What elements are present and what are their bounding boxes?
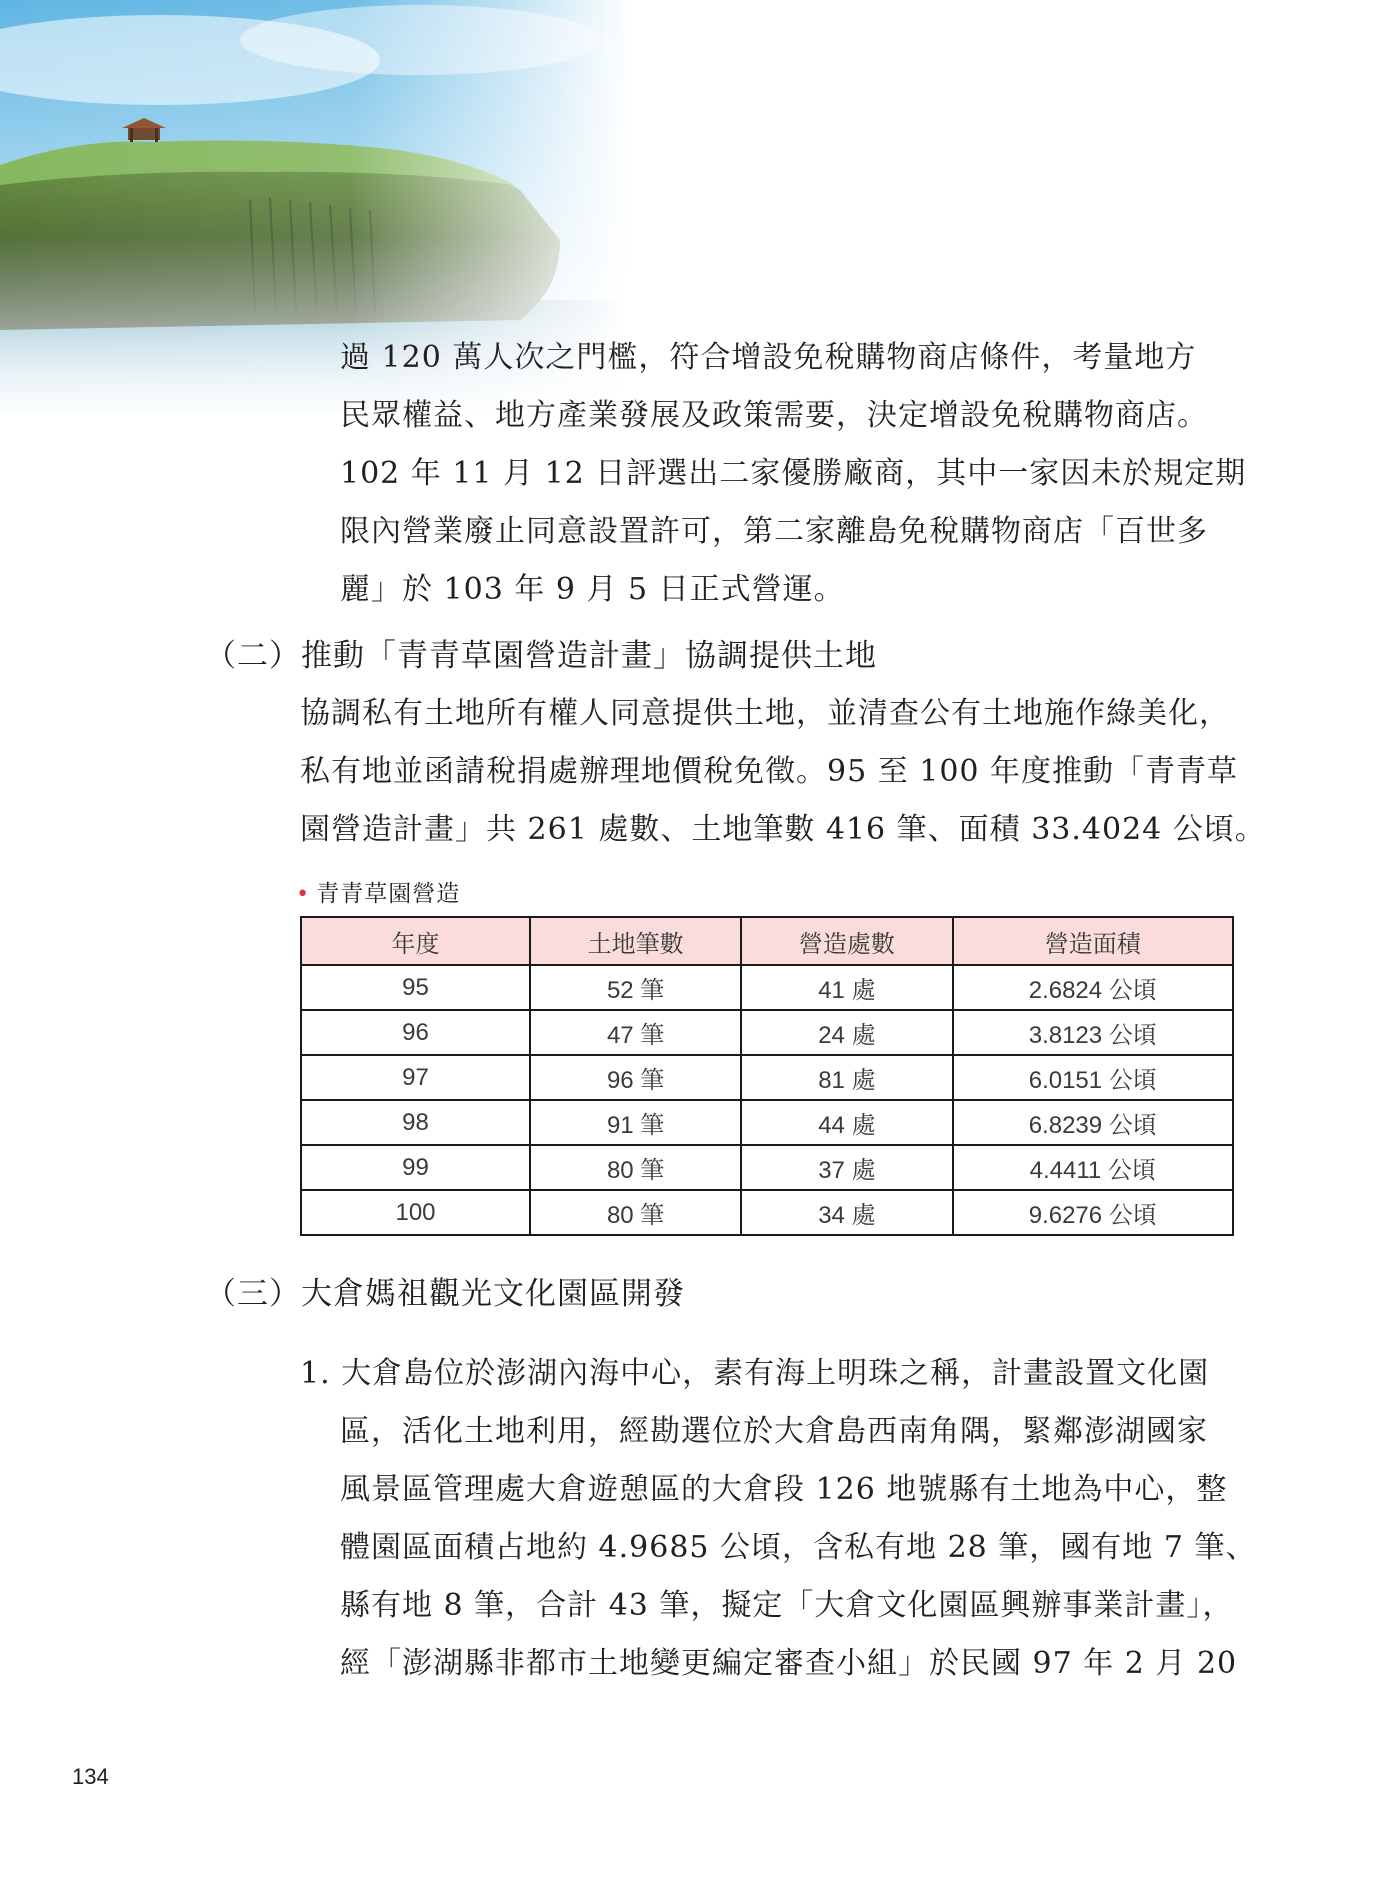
table-cell: 91 筆 <box>530 1100 741 1145</box>
paragraph-line: 經「澎湖縣非都市土地變更編定審查小組」於民國 97 年 2 月 20 <box>340 1646 1238 1681</box>
paragraph-line: 過 120 萬人次之門檻，符合增設免稅購物商店條件，考量地方 <box>340 340 1197 375</box>
caption-text: 青青草園營造 <box>316 881 461 907</box>
table-cell: 96 <box>301 1010 530 1055</box>
paragraph-line: 縣有地 8 筆，合計 43 筆，擬定「大倉文化園區興辦事業計畫」， <box>340 1588 1234 1623</box>
paragraph-line: 1. 大倉島位於澎湖內海中心，素有海上明珠之稱，計畫設置文化園 <box>300 1356 1210 1391</box>
table-cell: 97 <box>301 1055 530 1100</box>
section-heading-3: （三）大倉媽祖觀光文化園區開發 <box>205 1276 685 1312</box>
table-cell: 34 處 <box>741 1190 952 1235</box>
paragraph-line: 私有地並函請稅捐處辦理地價稅免徵。95 至 100 年度推動「青青草 <box>300 754 1239 789</box>
caption-bullet-icon: • <box>296 882 311 907</box>
paragraph-line: 體園區面積占地約 4.9685 公頃，含私有地 28 筆，國有地 7 筆、 <box>340 1530 1257 1565</box>
table-row <box>301 1145 1233 1190</box>
table-cell: 99 <box>301 1145 530 1190</box>
table-cell: 80 筆 <box>530 1190 741 1235</box>
paragraph-line: 限內營業廢止同意設置許可，第二家離島免稅購物商店「百世多 <box>340 514 1208 549</box>
table-header-row <box>301 917 1233 965</box>
table-cell: 47 筆 <box>530 1010 741 1055</box>
table-row <box>301 1100 1233 1145</box>
table-cell: 41 處 <box>741 965 952 1010</box>
table-row <box>301 1055 1233 1100</box>
table-cell: 2.6824 公頃 <box>953 965 1233 1010</box>
table-cell: 24 處 <box>741 1010 952 1055</box>
paragraph-line: 協調私有土地所有權人同意提供土地，並清查公有土地施作綠美化， <box>300 696 1230 731</box>
table-row <box>301 1010 1233 1055</box>
column-header: 土地筆數 <box>530 917 741 965</box>
paragraph-line: 麗」於 103 年 9 月 5 日正式營運。 <box>340 572 845 607</box>
table-cell: 98 <box>301 1100 530 1145</box>
table-cell: 96 筆 <box>530 1055 741 1100</box>
paragraph-line: 民眾權益、地方產業發展及政策需要，決定增設免稅購物商店。 <box>340 398 1208 433</box>
table-cell: 4.4411 公頃 <box>953 1145 1233 1190</box>
table-cell: 81 處 <box>741 1055 952 1100</box>
column-header: 營造面積 <box>953 917 1233 965</box>
table-cell: 44 處 <box>741 1100 952 1145</box>
table-cell: 6.8239 公頃 <box>953 1100 1233 1145</box>
table-caption <box>296 880 460 909</box>
paragraph-line: 區，活化土地利用，經勘選位於大倉島西南角隅，緊鄰澎湖國家 <box>340 1414 1208 1449</box>
table-row <box>301 965 1233 1010</box>
table-cell: 80 筆 <box>530 1145 741 1190</box>
table-row <box>301 1190 1233 1235</box>
paragraph-line: 102 年 11 月 12 日評選出二家優勝廠商，其中一家因未於規定期 <box>340 456 1247 491</box>
grassland-table <box>300 916 1234 1236</box>
column-header: 年度 <box>301 917 530 965</box>
paragraph-line: 園營造計畫」共 261 處數、土地筆數 416 筆、面積 33.4024 公頃。 <box>300 812 1266 847</box>
table-cell: 95 <box>301 965 530 1010</box>
table-cell: 100 <box>301 1190 530 1235</box>
column-header: 營造處數 <box>741 917 952 965</box>
table-cell: 3.8123 公頃 <box>953 1010 1233 1055</box>
table-cell: 9.6276 公頃 <box>953 1190 1233 1235</box>
table-cell: 37 處 <box>741 1145 952 1190</box>
page-number: 134 <box>72 1764 109 1789</box>
table-cell: 52 筆 <box>530 965 741 1010</box>
table-cell: 6.0151 公頃 <box>953 1055 1233 1100</box>
section-heading-2: （二）推動「青青草園營造計畫」協調提供土地 <box>205 638 877 674</box>
paragraph-line: 風景區管理處大倉遊憩區的大倉段 126 地號縣有土地為中心，整 <box>340 1472 1228 1507</box>
